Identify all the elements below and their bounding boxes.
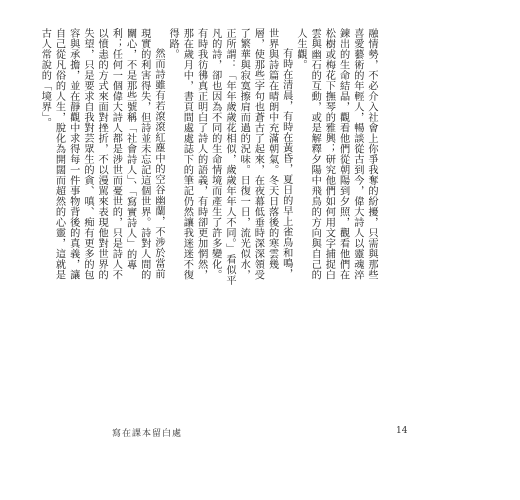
paragraph-3: 然而詩雖有若滾滾紅塵中的空谷幽蘭，不涉於當前現實的利害得失，但詩並未忘記這個世界。詩對人間的關心，不是那些號稱「社會詩人」、「寫實詩人」的專利；任何一個偉大詩人都是涉世而憂世的，只是詩人不以憤恚的方式來面對挫折，不以漫駡來表現他對世界的失望，只是要求自我對芸眾生的貪、嗔、痴有更多的包容與承擔，並在靜觀中求得每一件事物背後的真義，讓自己從凡俗的人生，脫化為開闊而超然的心靈，這就是古人常說的「境界」。: [39, 28, 164, 280]
paragraph-2: 有時在清晨，有時在黃昏，夏日的早上雀鳥和鳴，世界與詩篇在晴朗中充滿朝氣。冬天日落後的寒雲幾層，使那些字句也蒼古了起來，在夜幕低垂時深深領受了繁華與寂寞擦肩而過的況味。日復一日，流光似水，正所謂：「年年歲歲花相似，歲歲年年人不同。」看似平凡的詩，卻也因為不同的生命情境而產生了許多變化。有時我彷彿真正明白了詩人的語義，有時卻更加惘然，那在歲月中，書頁間處處誌下的筆記仍然讓我迷迷不復得路。: [167, 28, 292, 286]
body-text: [39, 28, 378, 288]
page-number: 14: [396, 426, 408, 436]
running-footer-title: 寫在課本留白處: [112, 429, 183, 439]
paragraph-1: 融情勢，不必介入社會上你爭我奪的紛擾，只需與那些喜愛藝術的年輕人，暢談從古到今，偉大詩人以靈魂淬鍊出的生命結晶，觀看他們從朝陽到夕照，觀看他們在松樹或梅花下撫琴的雅興；研究他們如何用文字捕捉白雲與幽石的互動，或是解釋夕陽中飛鳥的方向與自己的人生觀。: [294, 28, 377, 280]
